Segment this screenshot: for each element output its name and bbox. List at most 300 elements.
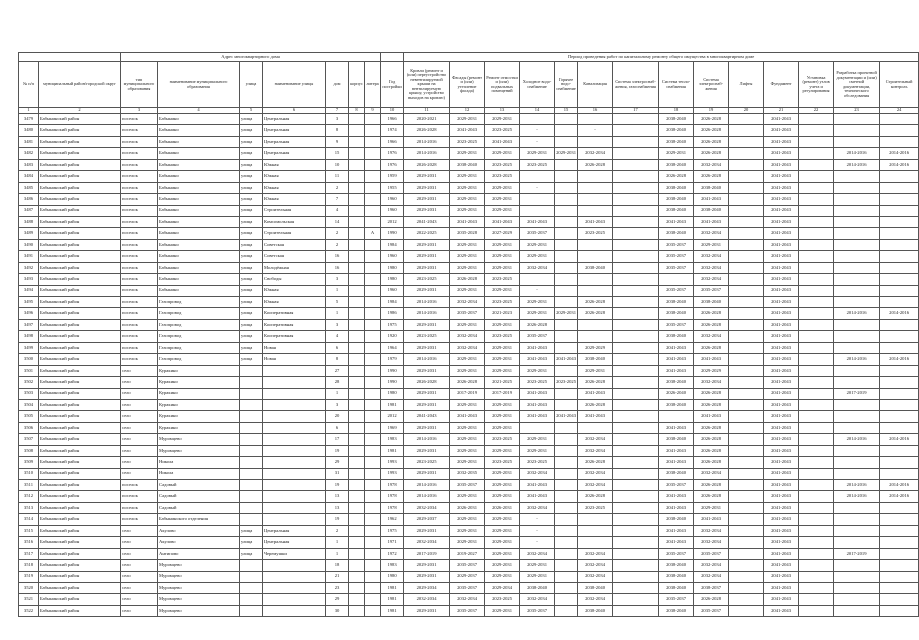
table-cell: Бабынино [158,136,240,147]
table-cell: 1993 [381,468,404,479]
table-cell [613,388,659,399]
table-cell [613,605,659,616]
table-cell [613,571,659,582]
table-cell: А [365,228,381,239]
table-cell: 2041-2043 [764,239,799,250]
table-row [19,411,919,422]
table-cell: 2041-2043 [659,445,694,456]
table-cell: 2023-2025 [404,457,450,468]
table-cell: 2041-2043 [764,194,799,205]
table-cell: 2026-2028 [694,125,729,136]
table-cell [613,468,659,479]
table-cell: Муромцево [158,605,240,616]
table-cell: 2029-2031 [404,182,450,193]
table-cell: 2032-2034 [694,274,729,285]
table-cell: село [121,365,158,376]
table-cell [729,308,764,319]
table-cell: 2041-2043 [694,514,729,525]
table-cell: 2029-2031 [450,457,485,468]
column-header: наименование муниципального образования [158,62,240,108]
table-cell: улица [240,262,263,273]
table-cell [880,182,919,193]
table-cell [880,377,919,388]
table-cell [729,182,764,193]
table-cell [365,319,381,330]
table-cell: Бабынинский район [39,194,121,205]
table-cell: 2 [326,525,349,536]
table-cell: 2026-2028 [578,377,613,388]
table-cell: 2029-2029 [578,342,613,353]
table-cell: 2029-2031 [578,365,613,376]
table-cell: 2038-2040 [578,605,613,616]
table-cell: 2029-2031 [404,571,450,582]
table-cell: поселок [121,159,158,170]
table-cell: 2029-2031 [659,148,694,159]
table-cell: 2029-2031 [450,445,485,456]
table-cell: 2026-2028 [578,491,613,502]
table-row [19,491,919,502]
table-cell: Бабынинский район [39,182,121,193]
table-cell: 2029-2031 [520,365,555,376]
table-cell: 2038-2040 [659,297,694,308]
table-cell [799,548,834,559]
table-cell: 28 [326,377,349,388]
table-cell: 1981 [381,582,404,593]
table-cell [834,560,880,571]
table-cell: 2041-2043 [520,399,555,410]
column-number: 15 [555,108,578,114]
table-cell: Бабынинский район [39,274,121,285]
table-cell: село [121,422,158,433]
table-cell [834,251,880,262]
table-cell: 2041-2043 [764,228,799,239]
table-cell [555,262,578,273]
table-cell [240,582,263,593]
table-cell: 2041-2043 [764,159,799,170]
table-cell: 3497 [19,319,39,330]
table-cell: Бабынинский район [39,548,121,559]
table-cell: 2029-2031 [520,297,555,308]
table-cell: 2029-2031 [450,319,485,330]
table-cell: Бабынино [158,228,240,239]
table-cell: Садовый [158,502,240,513]
table-cell [365,114,381,125]
table-cell: 2029-2031 [450,514,485,525]
table-row [19,399,919,410]
table-cell [555,514,578,525]
table-cell [880,285,919,296]
table-cell: 2038-2040 [659,399,694,410]
table-row [19,502,919,513]
table-cell [240,445,263,456]
table-row [19,182,919,193]
table-cell [240,468,263,479]
table-cell [799,582,834,593]
table-cell: 2035-2037 [450,582,485,593]
table-row [19,548,919,559]
table-cell [365,216,381,227]
table-cell [834,285,880,296]
table-cell [729,125,764,136]
table-cell: Южная [263,171,326,182]
table-row [19,171,919,182]
table-cell: 2038-2037 [694,582,729,593]
table-cell: улица [240,331,263,342]
table-cell [555,171,578,182]
table-cell: Куракино [158,411,240,422]
table-cell [349,194,365,205]
table-cell [613,548,659,559]
table-cell [880,399,919,410]
table-cell: 21 [326,571,349,582]
table-cell: 2026-2028 [578,399,613,410]
table-cell: 2041-2043 [764,251,799,262]
table-cell: Бабынинский район [39,388,121,399]
table-cell [349,514,365,525]
table-cell: 2035-2037 [659,285,694,296]
table-cell: Садовый [158,480,240,491]
table-cell [834,125,880,136]
table-cell: 3511 [19,480,39,491]
table-cell: 8 [326,125,349,136]
table-cell: 13 [326,491,349,502]
column-header: Система тепло-снабжения [659,62,694,108]
table-cell: 2026-2028 [694,342,729,353]
table-cell [555,239,578,250]
table-cell [613,422,659,433]
table-cell: 2029-2031 [520,148,555,159]
table-cell [613,582,659,593]
table-cell: Куракино [158,399,240,410]
table-cell [349,182,365,193]
table-cell: 2014-2016 [834,480,880,491]
table-cell [365,274,381,285]
table-cell [799,457,834,468]
table-cell [880,502,919,513]
table-cell: 1978 [381,502,404,513]
table-cell: 2038-2040 [659,560,694,571]
table-cell: Газопровод [158,354,240,365]
table-cell [799,514,834,525]
repair-schedule-body [19,114,919,617]
table-cell: 3516 [19,537,39,548]
table-cell: 3499 [19,342,39,353]
group-header-blank [19,53,121,62]
table-cell: 2012 [381,216,404,227]
table-cell [834,216,880,227]
table-cell [349,480,365,491]
table-cell [729,285,764,296]
table-cell: 2029-2031 [404,171,450,182]
table-cell [880,548,919,559]
table-row [19,125,919,136]
table-cell: 2032-2034 [450,331,485,342]
table-cell: 2041-2043 [450,125,485,136]
table-cell [729,594,764,605]
table-cell [240,605,263,616]
table-cell [729,457,764,468]
table-cell [799,525,834,536]
table-cell: 2041-2043 [764,594,799,605]
table-cell [349,491,365,502]
table-cell: 2029-2031 [450,262,485,273]
table-cell [349,571,365,582]
table-cell [613,377,659,388]
table-cell: 2029-2031 [520,445,555,456]
table-cell [834,262,880,273]
table-cell [555,480,578,491]
table-cell [555,491,578,502]
table-cell [834,605,880,616]
table-cell [659,274,694,285]
table-cell: 1976 [381,148,404,159]
table-cell: 2041-2043 [764,171,799,182]
table-cell [729,365,764,376]
table-cell: 1 [326,388,349,399]
table-cell [659,411,694,422]
column-number: 21 [764,108,799,114]
table-cell: 2023-2025 [555,377,578,388]
table-cell: Бабынинский район [39,331,121,342]
column-number: 18 [659,108,694,114]
table-cell [365,205,381,216]
table-cell [729,468,764,479]
table-cell: 2041-2043 [520,354,555,365]
table-cell: 3496 [19,308,39,319]
table-cell: 2014-2016 [404,491,450,502]
table-cell: Южная [263,194,326,205]
table-cell: Центральная [263,537,326,548]
table-cell: 2029-2031 [404,525,450,536]
table-cell [799,136,834,147]
table-cell: улица [240,239,263,250]
table-cell: 1990 [381,377,404,388]
table-cell: 2023-2025 [485,457,520,468]
table-cell: поселок [121,228,158,239]
table-cell: 2038-2040 [659,308,694,319]
table-cell [240,365,263,376]
column-number: 9 [365,108,381,114]
table-cell: 2041-2043 [450,216,485,227]
table-cell [880,125,919,136]
table-cell: 2041-2043 [764,445,799,456]
table-cell [880,514,919,525]
table-cell: 2029-2031 [450,194,485,205]
table-cell: 2032-2034 [578,594,613,605]
table-cell [365,342,381,353]
table-cell [880,411,919,422]
table-cell [578,239,613,250]
table-cell: 2032-2034 [578,434,613,445]
table-cell: 3505 [19,411,39,422]
table-cell [799,468,834,479]
table-cell [365,434,381,445]
table-row [19,560,919,571]
table-cell: 2032-2034 [694,525,729,536]
table-cell: 1983 [381,560,404,571]
table-cell: 1960 [381,251,404,262]
table-row [19,194,919,205]
table-cell: Бабынинский район [39,514,121,525]
table-cell: 2032-2034 [520,548,555,559]
table-cell [729,251,764,262]
table-cell [349,457,365,468]
table-cell [729,148,764,159]
table-cell: 2032-2034 [694,159,729,170]
table-cell [365,388,381,399]
table-cell: Кооперативная [263,331,326,342]
table-cell [613,239,659,250]
table-cell: поселок [121,262,158,273]
table-row [19,388,919,399]
table-cell [555,205,578,216]
table-cell [349,537,365,548]
table-cell [613,159,659,170]
table-cell [613,114,659,125]
table-cell: 2 [326,239,349,250]
table-cell: 2014-2016 [404,308,450,319]
table-cell [613,285,659,296]
table-cell: 2029-2031 [450,354,485,365]
group-header-row [19,53,919,62]
table-cell: поселок [121,354,158,365]
table-cell [880,594,919,605]
table-cell: 2038-2040 [578,354,613,365]
table-cell: 2029-2031 [450,525,485,536]
table-cell [365,548,381,559]
table-cell: 2041-2043 [659,342,694,353]
table-row [19,148,919,159]
table-cell: 19 [326,514,349,525]
table-cell: - [520,125,555,136]
table-cell [263,491,326,502]
table-row [19,434,919,445]
table-cell: 2041-2043 [404,411,450,422]
table-cell: 6 [326,422,349,433]
table-cell [365,171,381,182]
table-row [19,571,919,582]
table-cell [520,205,555,216]
table-cell [365,445,381,456]
table-cell: 1980 [381,388,404,399]
table-cell [880,331,919,342]
table-cell [555,125,578,136]
table-cell: поселок [121,342,158,353]
column-number: 4 [158,108,240,114]
table-row [19,422,919,433]
table-cell: 1966 [381,114,404,125]
table-cell: поселок [121,194,158,205]
table-cell: 1990 [381,228,404,239]
table-cell [263,422,326,433]
table-row [19,205,919,216]
table-cell [365,297,381,308]
table-cell: поселок [121,514,158,525]
table-cell [365,422,381,433]
table-row [19,445,919,456]
table-cell: поселок [121,125,158,136]
table-cell: 1981 [381,399,404,410]
table-row [19,331,919,342]
table-cell: 2029-2031 [485,114,520,125]
table-cell [263,434,326,445]
table-cell: 2029-2031 [520,239,555,250]
table-cell [613,228,659,239]
table-cell: 16 [326,251,349,262]
table-cell: 2041-2043 [485,136,520,147]
table-cell: 2032-2034 [578,468,613,479]
table-cell: 2029-2031 [450,171,485,182]
table-cell: Бабынинский район [39,525,121,536]
table-cell [555,560,578,571]
table-cell: 14 [326,216,349,227]
table-cell: Бабынино [158,262,240,273]
table-cell: 2038-2040 [659,331,694,342]
table-cell: 2038-2040 [659,114,694,125]
table-cell: Бабынинский район [39,159,121,170]
table-cell [240,411,263,422]
table-cell [613,525,659,536]
table-cell [799,365,834,376]
table-cell [578,285,613,296]
table-cell: улица [240,194,263,205]
table-cell [365,354,381,365]
table-cell [729,274,764,285]
table-cell: 6 [326,342,349,353]
table-cell: 2032-2035 [450,468,485,479]
table-cell [349,251,365,262]
table-cell: 2041-2043 [764,537,799,548]
table-cell: 2026-2028 [578,457,613,468]
table-cell [880,114,919,125]
table-cell [555,594,578,605]
table-cell: 2029-2031 [485,468,520,479]
table-cell [555,571,578,582]
table-cell: 2029-2031 [450,182,485,193]
table-cell [729,159,764,170]
table-cell: поселок [121,274,158,285]
table-cell: Муромцево [158,560,240,571]
table-cell: 3484 [19,171,39,182]
table-cell: 1990 [381,365,404,376]
table-cell [578,537,613,548]
table-cell: Бабынинский район [39,594,121,605]
table-cell: 1969 [381,422,404,433]
table-cell: 2014-2016 [834,434,880,445]
table-cell: 2029-2031 [450,434,485,445]
table-cell: 3488 [19,216,39,227]
table-cell: 3502 [19,377,39,388]
table-cell [240,422,263,433]
table-cell: 2026-2028 [578,297,613,308]
table-cell: 1960 [381,285,404,296]
table-cell [834,365,880,376]
table-cell: 2029-2031 [485,422,520,433]
table-cell: 2029-2031 [485,205,520,216]
table-cell: Южная [263,285,326,296]
table-cell: улица [240,274,263,285]
table-cell: улица [240,182,263,193]
table-cell: 3521 [19,594,39,605]
table-cell [263,605,326,616]
table-cell: 2038-2040 [659,182,694,193]
table-cell: поселок [121,297,158,308]
column-header: Кровли (ремонт и (или) переустройство невентилируемой крыши на вентилируемую крышу, устройство выходов на кровлю) [404,62,450,108]
table-cell [263,594,326,605]
table-cell: улица [240,205,263,216]
table-cell: 2038-2040 [694,182,729,193]
table-cell [613,205,659,216]
